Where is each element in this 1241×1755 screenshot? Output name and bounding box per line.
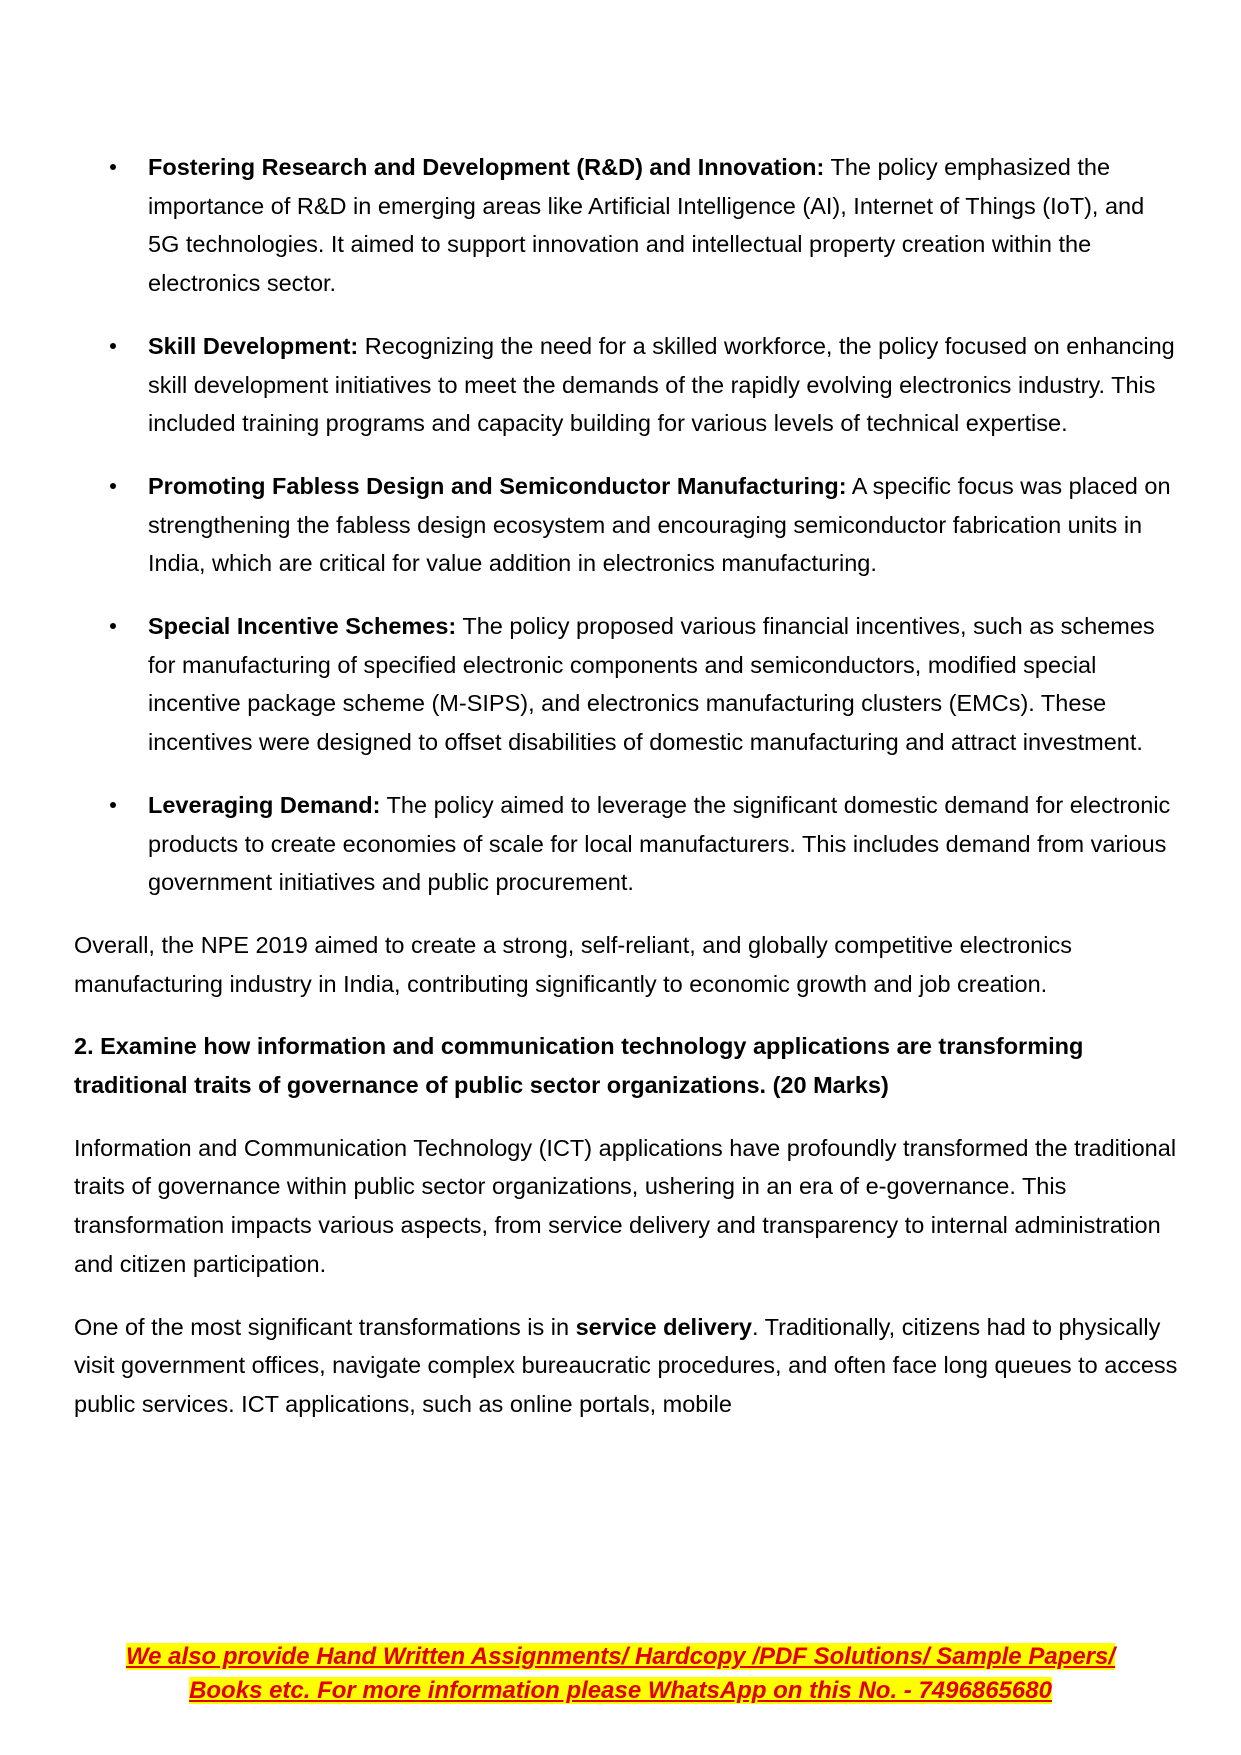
list-item: [74, 327, 1186, 443]
bullet-title: Fostering Research and Development (R&D) and Innovation:: [148, 154, 825, 180]
bullet-text: The policy emphasized the importance of R&D in emerging areas like Artificial Intelligence (AI), Internet of Things (IoT), and 5G technologies. It aimed to support innovation and intellectual property creation within the electronics sector.: [148, 154, 1145, 297]
bullet-title: Leveraging Demand:: [148, 791, 381, 818]
bullet-icon: [110, 623, 116, 629]
bullet-icon: [110, 483, 116, 489]
list-item: [74, 607, 1186, 762]
service-text-after: . Traditionally, citizens had to physically visit government offices, navigate complex bureaucratic procedures, and often face long queues to access public services. ICT applications, such as online portals, mobile: [74, 1313, 1178, 1417]
bullet-text: The policy aimed to leverage the significant domestic demand for electronic products to create economies of scale for local manufacturers. This includes demand from various government initiatives and public procurement.: [148, 791, 1171, 896]
bullet-text: The policy proposed various financial incentives, such as schemes for manufacturing of specified electronic components and semiconductors, modified special incentive package scheme (M-SIPS), and electronics manufacturing clusters (EMCs). These incentives were designed to offset disabilities of domestic manufacturing and attract investment.: [148, 613, 1155, 756]
bullet-text: Recognizing the need for a skilled workforce, the policy focused on enhancing skill development initiatives to meet the demands of the rapidly evolving electronics industry. This included training programs and capacity building for various levels of technical expertise.: [148, 332, 1175, 437]
overall-paragraph: Overall, the NPE 2019 aimed to create a strong, self-reliant, and globally competitive electronics manufacturing industry in India, contributing significantly to economic growth and job creation.: [74, 931, 1072, 997]
promo-line-1: We also provide Hand Written Assignments/ Hardcopy /PDF Solutions/ Sample Papers/: [125, 1643, 1116, 1670]
list-item: [74, 467, 1186, 583]
promo-footer: [0, 1640, 1241, 1708]
bullet-title: Skill Development:: [148, 332, 359, 359]
service-text-before: One of the most significant transformations is in: [74, 1313, 576, 1340]
list-item: [74, 148, 1186, 303]
bullet-title: Promoting Fabless Design and Semiconductor Manufacturing:: [148, 472, 847, 499]
bullet-icon: [110, 343, 116, 349]
question-heading: 2. Examine how information and communication technology applications are transforming traditional traits of governance of public sector organizations. (20 Marks): [74, 1033, 1084, 1099]
bullet-text: A specific focus was placed on strengthening the fabless design ecosystem and encouraging semiconductor fabrication units in India, which are critical for value addition in electronics manufacturing.: [148, 472, 1171, 577]
document-body: [74, 148, 1186, 1448]
policy-bullet-list: [74, 148, 1186, 902]
promo-line-2: Books etc. For more information please WhatsApp on this No. - 7496865680: [189, 1677, 1052, 1704]
bullet-icon: [110, 164, 116, 170]
service-delivery-paragraph: [74, 1308, 1186, 1424]
bullet-icon: [110, 802, 116, 808]
list-item: [74, 786, 1186, 902]
service-bold-term: service delivery: [575, 1313, 752, 1340]
intro-paragraph: Information and Communication Technology (ICT) applications have profoundly transformed the traditional traits of governance within public sector organizations, ushering in an era of e-governance. This transformation impacts various aspects, from service delivery and transparency to internal administration and citizen participation.: [74, 1134, 1177, 1277]
bullet-title: Special Incentive Schemes:: [148, 613, 457, 640]
